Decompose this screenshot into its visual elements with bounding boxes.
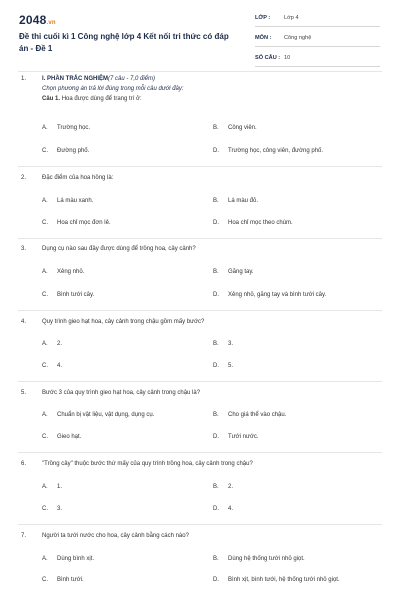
option-text: 2. — [228, 484, 234, 490]
section-points: (7 câu - 7,0 điểm) — [108, 76, 156, 82]
option-letter: C. — [42, 577, 48, 583]
question-number: 6. — [21, 461, 27, 467]
option-letter: C. — [42, 506, 48, 512]
question-text: Đặc điểm của hoa hồng là: — [42, 175, 114, 181]
page-title: Đề thi cuối kì 1 Công nghệ lớp 4 Kết nối tri thức có đáp án - Đề 1 — [19, 32, 229, 53]
option-text: Bình xịt, bình tưới, hệ thống tưới nhỏ giọt. — [228, 577, 340, 583]
option-text: Công viên. — [228, 125, 257, 131]
question-text: Dụng cụ nào sau đây được dùng để trồng hoa, cây cảnh? — [42, 246, 196, 252]
option-letter: A. — [42, 198, 48, 204]
option-text: Bình tưới. — [57, 577, 84, 583]
option-letter: B. — [213, 341, 219, 347]
option-letter: D. — [213, 220, 219, 226]
option-letter: B. — [213, 556, 219, 562]
question-number: 4. — [21, 319, 27, 325]
question-number: 3. — [21, 246, 27, 252]
question-text: "Trồng cây" thuộc bước thứ mấy của quy trình trồng hoa, cây cảnh trong chậu? — [42, 461, 253, 467]
option-text: Tưới nước. — [228, 434, 259, 440]
divider — [18, 71, 382, 72]
section-title-text: I. PHẦN TRẮC NGHIỆM — [42, 76, 108, 82]
option-text: 2. — [57, 341, 63, 347]
option-text: 4. — [228, 506, 234, 512]
option-letter: B. — [213, 484, 219, 490]
meta-label: LỚP : — [255, 15, 271, 21]
divider — [18, 381, 382, 382]
option-text: Dùng hệ thống tưới nhỏ giọt. — [228, 556, 305, 562]
question-text — [42, 96, 142, 102]
option-letter: C. — [42, 292, 48, 298]
meta-row-class — [255, 12, 380, 27]
divider — [18, 452, 382, 453]
option-text: Xẻng nhỏ, găng tay và bình tưới cây. — [228, 292, 327, 298]
option-text: 4. — [57, 363, 63, 369]
option-text: Lá màu đỏ. — [228, 198, 259, 204]
question-text: Quy trình gieo hạt hoa, cây cảnh trong chậu gồm mấy bước? — [42, 319, 205, 325]
option-text: Chuẩn bị vật liệu, vật dụng, dụng cụ. — [57, 412, 155, 418]
option-text: 1. — [57, 484, 63, 490]
option-text: Đường phố. — [57, 148, 90, 154]
option-text: Xẻng nhỏ. — [57, 269, 85, 275]
option-text: 3. — [228, 341, 234, 347]
option-text: Trường học. — [57, 125, 91, 131]
option-letter: D. — [213, 577, 219, 583]
option-letter: A. — [42, 269, 48, 275]
question-number: 7. — [21, 533, 27, 539]
meta-value: Lớp 4 — [284, 15, 299, 21]
exam-meta — [255, 12, 380, 72]
logo-suffix: .vn — [46, 20, 56, 26]
divider — [18, 238, 382, 239]
meta-row-subject — [255, 32, 380, 47]
meta-label: SỐ CÂU : — [255, 55, 281, 61]
option-text: Dùng bình xịt. — [57, 556, 95, 562]
option-letter: C. — [42, 148, 48, 154]
question-label: Câu 1. — [42, 96, 61, 102]
question-number: 5. — [21, 390, 27, 396]
option-letter: A. — [42, 484, 48, 490]
option-letter: A. — [42, 341, 48, 347]
question-text: Bước 3 của quy trình gieo hạt hoa, cây cảnh trong chậu là? — [42, 390, 201, 396]
section-title — [42, 76, 155, 82]
option-text: Hoa chỉ mọc theo chùm. — [228, 220, 293, 226]
meta-value: Công nghệ — [284, 35, 312, 41]
option-letter: A. — [42, 125, 48, 131]
option-text: Cho giá thể vào chậu. — [228, 412, 287, 418]
option-text: Hoa chỉ mọc đơn lẻ. — [57, 220, 111, 226]
option-letter: B. — [213, 198, 219, 204]
option-letter: D. — [213, 506, 219, 512]
option-letter: A. — [42, 412, 48, 418]
option-letter: D. — [213, 148, 219, 154]
question-number: 1. — [21, 76, 27, 82]
option-text: Trường học, công viên, đường phố. — [228, 148, 324, 154]
header — [0, 0, 400, 70]
option-letter: A. — [42, 556, 48, 562]
option-letter: D. — [213, 363, 219, 369]
meta-label: MÔN : — [255, 35, 272, 41]
option-letter: D. — [213, 292, 219, 298]
logo-text: 2048 — [19, 13, 47, 27]
option-text: 3. — [57, 506, 63, 512]
section-instruction: Chọn phương án trả lời đúng trong mỗi câu dưới đây: — [42, 86, 184, 92]
meta-value: 10 — [284, 55, 291, 61]
option-letter: C. — [42, 434, 48, 440]
option-letter: C. — [42, 220, 48, 226]
option-text: Gieo hạt. — [57, 434, 82, 440]
divider — [18, 310, 382, 311]
option-letter: C. — [42, 363, 48, 369]
question-1 — [18, 76, 382, 156]
divider — [18, 524, 382, 525]
question-text: Người ta tưới nước cho hoa, cây cảnh bằng cách nào? — [42, 533, 189, 539]
question-body: Hoa được dùng để trang trí ở: — [61, 96, 142, 102]
option-letter: B. — [213, 412, 219, 418]
site-logo[interactable] — [19, 13, 56, 27]
option-letter: D. — [213, 434, 219, 440]
option-text: Găng tay. — [228, 269, 254, 275]
option-text: 5. — [228, 363, 234, 369]
option-text: Bình tưới cây. — [57, 292, 95, 298]
option-letter: B. — [213, 125, 219, 131]
option-letter: B. — [213, 269, 219, 275]
question-number: 2. — [21, 175, 27, 181]
meta-row-count — [255, 52, 380, 67]
option-text: Lá màu xanh. — [57, 198, 94, 204]
divider — [18, 166, 382, 167]
